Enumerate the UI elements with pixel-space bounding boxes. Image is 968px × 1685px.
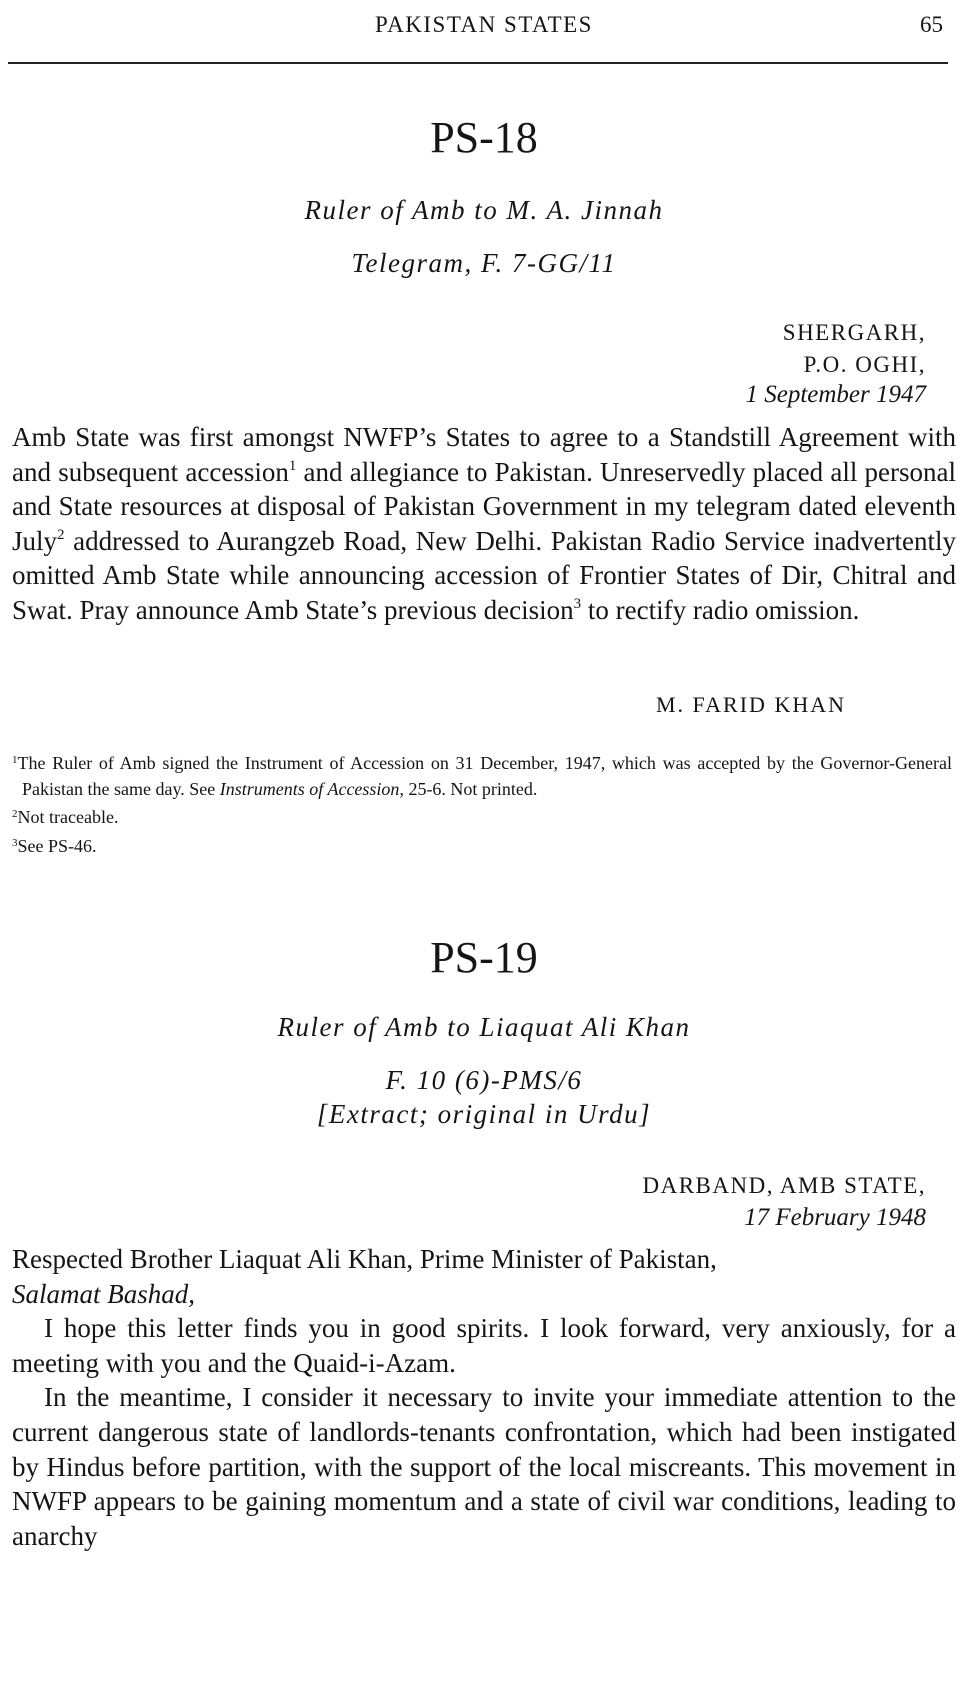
footnote-1 [12, 748, 952, 802]
ps18-subtitle: Ruler of Amb to M. A. Jinnah [304, 195, 664, 225]
ps19-place: DARBAND, AMB STATE, [642, 1173, 926, 1198]
page-number: 65 [920, 12, 943, 37]
footnote-3-mark: 3 [12, 836, 18, 849]
ps19-title: PS-19 [430, 933, 538, 982]
footnote-3 [12, 831, 952, 860]
header-rule [8, 62, 948, 64]
ps19-body [12, 1242, 956, 1553]
footnote-2 [12, 802, 952, 831]
running-title: PAKISTAN STATES [375, 12, 593, 37]
ps19-reference: F. 10 (6)-PMS/6 [385, 1065, 583, 1095]
ps18-date: 1 September 1947 [745, 381, 926, 408]
ps18-footnotes [12, 748, 952, 859]
ps19-subtitle: Ruler of Amb to Liaquat Ali Khan [277, 1012, 691, 1042]
footnote-1-mark: 1 [12, 754, 18, 766]
ps19-salutation-italic [12, 1277, 956, 1312]
footnote-1-italic: Instruments of Accession [219, 778, 400, 799]
ps19-salutation-italic-text: Salamat Bashad, [12, 1278, 196, 1309]
ps18-body-s1: Amb State was first amongst NWFP’s States to agree to a Standstill Agreement with and subsequent accession [12, 422, 956, 487]
ps18-body-s2: and allegiance to Pakistan. Unreservedly placed all personal and State resources at disposal of Pakistan Government in my telegram dated eleventh July [12, 456, 956, 556]
ps18-place-line1: SHERGARH, [782, 320, 926, 345]
ps18-body-s3: addressed to Aurangzeb Road, New Delhi. Pakistan Radio Service inadvertently omitted Amb State while announcing accession of Frontier States of Dir, Chitral and Swat. Pray announce Amb State’s previous decision [12, 525, 956, 625]
footnote-3-text: See PS-46. [17, 835, 97, 856]
footnote-ref-1: 1 [288, 457, 297, 474]
footnote-2-mark: 2 [12, 808, 18, 820]
ps19-note: [Extract; original in Urdu] [316, 1099, 652, 1129]
ps19-paragraph-1: I hope this letter finds you in good spirits. I look forward, very anxiously, for a meeting with you and the Quaid-i-Azam. [12, 1313, 956, 1378]
ps18-place-line2: P.O. OGHI, [803, 352, 926, 377]
ps18-title: PS-18 [430, 113, 538, 162]
footnote-1-text: The Ruler of Amb signed the Instrument of Accession on 31 December, 1947, which was accepted by the Governor-General Pakistan the same day. See [17, 753, 952, 799]
footnote-ref-3: 3 [573, 595, 582, 612]
ps19-salutation: Respected Brother Liaquat Ali Khan, Prime Minister of Pakistan, [12, 1244, 717, 1274]
footnote-2-text: Not traceable. [17, 807, 119, 827]
footnote-1-tail: , 25-6. Not printed. [399, 778, 538, 799]
ps18-signature: M. FARID KHAN [656, 692, 846, 717]
ps19-date: 17 February 1948 [744, 1204, 926, 1231]
ps18-body [12, 420, 956, 628]
ps19-paragraph-2: In the meantime, I consider it necessary to invite your immediate attention to the current dangerous state of landlords-tenants confrontation, which had been instigated by Hindus before partition, with the support of the local miscreants. This movement in NWFP appears to be gaining momentum and a state of civil war conditions, leading to anarchy [12, 1382, 956, 1551]
footnote-ref-2: 2 [57, 526, 65, 543]
ps18-body-s4: to rectify radio omission. [581, 594, 860, 625]
ps18-reference: Telegram, F. 7-GG/11 [351, 248, 617, 278]
